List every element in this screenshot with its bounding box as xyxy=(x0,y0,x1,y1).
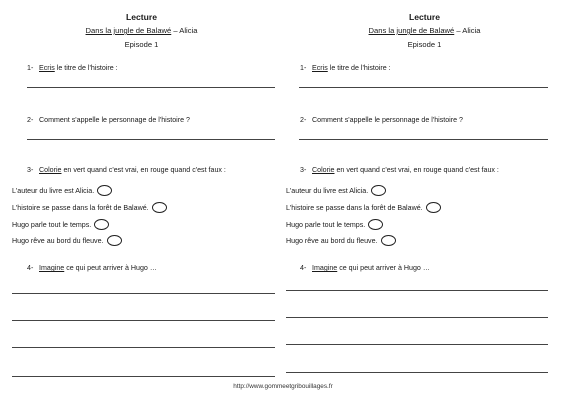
question-2 xyxy=(27,116,190,124)
question-2 xyxy=(300,116,463,124)
book-title: Dans la jungle de Balawé xyxy=(368,26,455,35)
answer-oval[interactable] xyxy=(368,219,383,230)
question-keyword: Colorie xyxy=(312,166,335,174)
answer-oval[interactable] xyxy=(97,185,112,196)
statement-text: Hugo rêve au bord du fleuve. xyxy=(12,236,104,245)
question-keyword: Imagine xyxy=(312,264,338,272)
answer-line[interactable] xyxy=(12,376,275,377)
question-keyword: Ecris xyxy=(39,64,55,72)
question-keyword: Imagine xyxy=(39,264,65,272)
book-title: Dans la jungle de Balawé xyxy=(85,26,172,35)
answer-line[interactable] xyxy=(12,347,275,348)
statement-text: L'auteur du livre est Alicia. xyxy=(12,186,95,195)
question-4 xyxy=(300,264,430,272)
answer-oval[interactable] xyxy=(426,202,441,213)
question-number: 1- xyxy=(300,64,307,72)
true-false-statement xyxy=(286,235,396,246)
question-number: 2- xyxy=(27,116,34,124)
book-reference xyxy=(283,26,566,35)
true-false-statement xyxy=(286,219,383,230)
answer-line[interactable] xyxy=(299,139,548,140)
question-number: 1- xyxy=(27,64,34,72)
true-false-statement xyxy=(12,235,122,246)
answer-line[interactable] xyxy=(27,87,275,88)
question-1 xyxy=(27,64,118,72)
episode-label: Episode 1 xyxy=(407,40,442,49)
statement-text: L'auteur du livre est Alicia. xyxy=(286,186,369,195)
book-author: Alicia xyxy=(462,26,481,35)
page-title: Lecture xyxy=(125,12,158,22)
statement-text: Hugo rêve au bord du fleuve. xyxy=(286,236,378,245)
statement-text: Hugo parle tout le temps. xyxy=(12,220,92,229)
question-number: 3- xyxy=(300,166,307,174)
question-text: en vert quand c'est vrai, en rouge quand c'est faux : xyxy=(61,166,226,174)
true-false-statement xyxy=(12,185,112,196)
question-text: Comment s'appelle le personnage de l'histoire ? xyxy=(39,116,190,124)
author-separator: – xyxy=(171,26,180,35)
page-title: Lecture xyxy=(408,12,441,22)
answer-line[interactable] xyxy=(286,290,548,291)
question-text: en vert quand c'est vrai, en rouge quand c'est faux : xyxy=(334,166,499,174)
question-number: 4- xyxy=(300,264,307,272)
true-false-statement xyxy=(12,219,109,230)
question-number: 2- xyxy=(300,116,307,124)
answer-line[interactable] xyxy=(286,344,548,345)
statement-text: L'histoire se passe dans la forêt de Balawé. xyxy=(286,203,423,212)
question-4 xyxy=(27,264,157,272)
answer-oval[interactable] xyxy=(94,219,109,230)
answer-line[interactable] xyxy=(27,139,275,140)
question-number: 3- xyxy=(27,166,34,174)
answer-line[interactable] xyxy=(299,87,548,88)
question-keyword: Colorie xyxy=(39,166,62,174)
question-1 xyxy=(300,64,391,72)
answer-line[interactable] xyxy=(12,320,275,321)
true-false-statement xyxy=(286,202,441,213)
question-3 xyxy=(300,166,499,174)
question-text: le titre de l'histoire : xyxy=(327,64,391,72)
answer-oval[interactable] xyxy=(107,235,122,246)
question-text: ce qui peut arriver à Hugo … xyxy=(64,264,157,272)
answer-oval[interactable] xyxy=(152,202,167,213)
answer-line[interactable] xyxy=(12,293,275,294)
worksheet-right xyxy=(283,0,566,400)
answer-line[interactable] xyxy=(286,317,548,318)
question-text: Comment s'appelle le personnage de l'histoire ? xyxy=(312,116,463,124)
question-3 xyxy=(27,166,226,174)
author-separator: – xyxy=(454,26,463,35)
episode-label: Episode 1 xyxy=(124,40,159,49)
answer-oval[interactable] xyxy=(371,185,386,196)
true-false-statement xyxy=(286,185,386,196)
question-number: 4- xyxy=(27,264,34,272)
statement-text: Hugo parle tout le temps. xyxy=(286,220,366,229)
question-text: le titre de l'histoire : xyxy=(54,64,118,72)
question-text: ce qui peut arriver à Hugo … xyxy=(337,264,430,272)
true-false-statement xyxy=(12,202,167,213)
statement-text: L'histoire se passe dans la forêt de Balawé. xyxy=(12,203,149,212)
question-keyword: Ecris xyxy=(312,64,328,72)
book-reference xyxy=(0,26,283,35)
answer-oval[interactable] xyxy=(381,235,396,246)
footer-url[interactable]: http://www.gommeetgribouillages.fr xyxy=(233,383,333,390)
book-author: Alicia xyxy=(179,26,198,35)
answer-line[interactable] xyxy=(286,372,548,373)
